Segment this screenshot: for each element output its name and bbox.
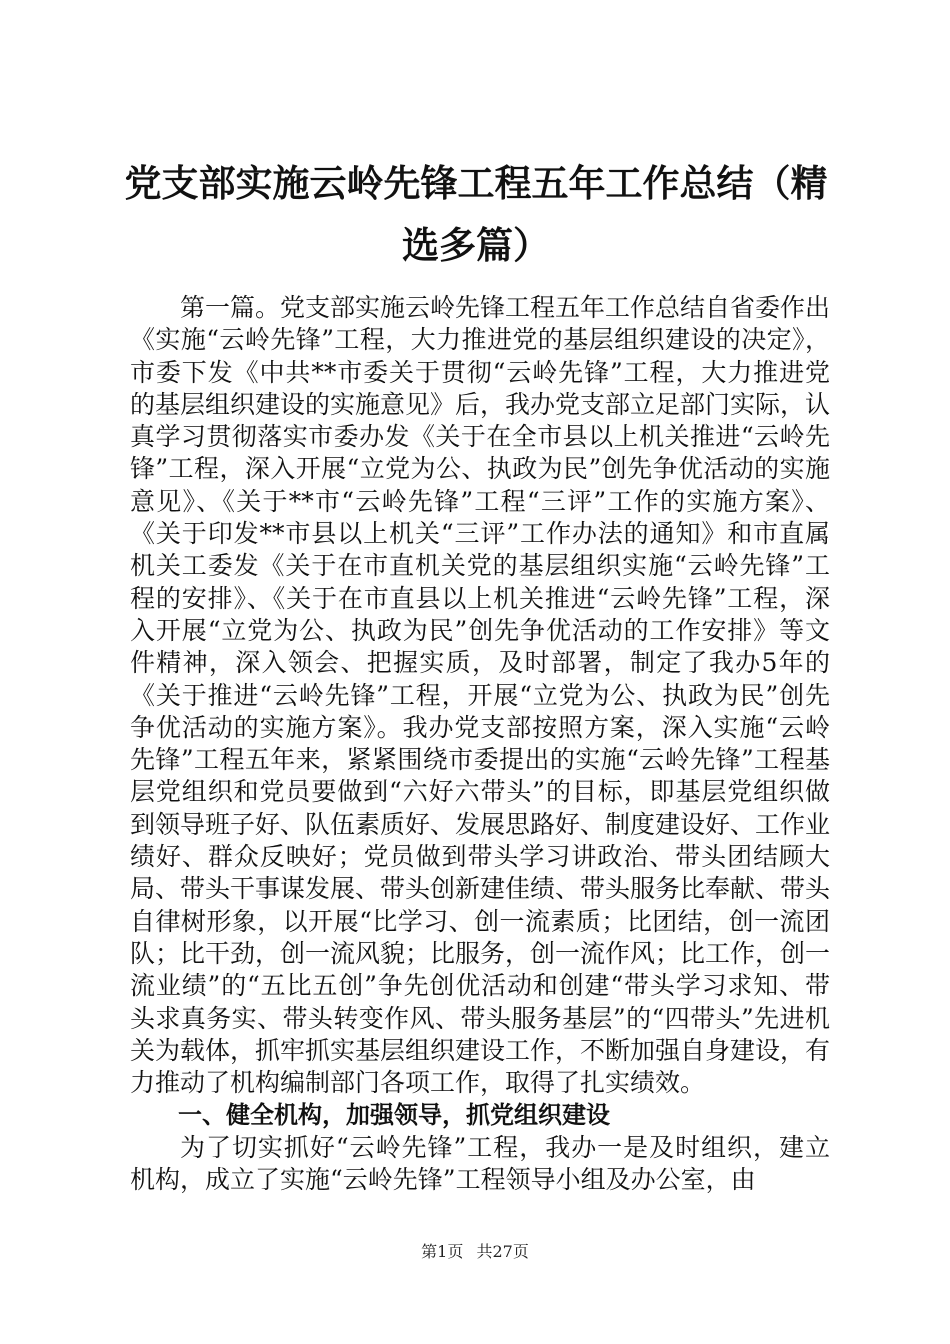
document-body [130, 292, 830, 1196]
section-heading-1: 一、健全机构，加强领导，抓党组织建设 [178, 1101, 610, 1130]
document-title: 党支部实施云岭先锋工程五年工作总结（精选多篇） [124, 161, 828, 267]
paragraph-section-1: 为了切实抓好“云岭先锋”工程，我办一是及时组织，建立机构，成立了实施“云岭先锋”工程领导小组及办公室，由 [130, 1132, 830, 1195]
paragraph-intro: 第一篇。党支部实施云岭先锋工程五年工作总结自省委作出《实施“云岭先锋”工程，大力推进党的基层组织建设的决定》，市委下发《中共**市委关于贯彻“云岭先锋”工程，大力推进党的基层组织建设的实施意见》后，我办党支部立足部门实际，认真学习贯彻落实市委办发《关于在全市县以上机关推进“云岭先锋”工程，深入开展“立党为公、执政为民”创先争优活动的实施意见》、《关于**市“云岭先锋”工程“三评”工作的实施方案》、《关于印发**市县以上机关“三评”工作办法的通知》和市直属机关工委发《关于在市直机关党的基层组织实施“云岭先锋”工程的安排》、《关于在市直县以上机关推进“云岭先锋”工程，深入开展“立党为公、执政为民”创先争优活动的工作安排》等文件精神，深入领会、把握实质，及时部署，制定了我办5年的《关于推进“云岭先锋”工程，开展“立党为公、执政为民”创先争优活动的实施方案》。我办党支部按照方案，深入实施“云岭先锋”工程五年来，紧紧围绕市委提出的实施“云岭先锋”工程基层党组织和党员要做到“六好六带头”的目标，即基层党组织做到领导班子好、队伍素质好、发展思路好、制度建设好、工作业绩好、群众反映好；党员做到带头学习讲政治、带头团结顾大局、带头干事谋发展、带头创新建佳绩、带头服务比奉献、带头自律树形象，以开展“比学习、创一流素质；比团结，创一流团队；比干劲，创一流风貌；比服务，创一流作风；比工作，创一流业绩”的“五比五创”争先创优活动和创建“带头学习求知、带头求真务实、带头转变作风、带头服务基层”的“四带头”先进机关为载体，抓牢抓实基层组织建设工作，不断加强自身建设，有力推动了机构编制部门各项工作，取得了扎实绩效。 [130, 293, 831, 1098]
page-number-current: 第1页 [421, 1242, 464, 1261]
page-number-total: 共27页 [476, 1242, 529, 1261]
page-footer [0, 1240, 950, 1264]
